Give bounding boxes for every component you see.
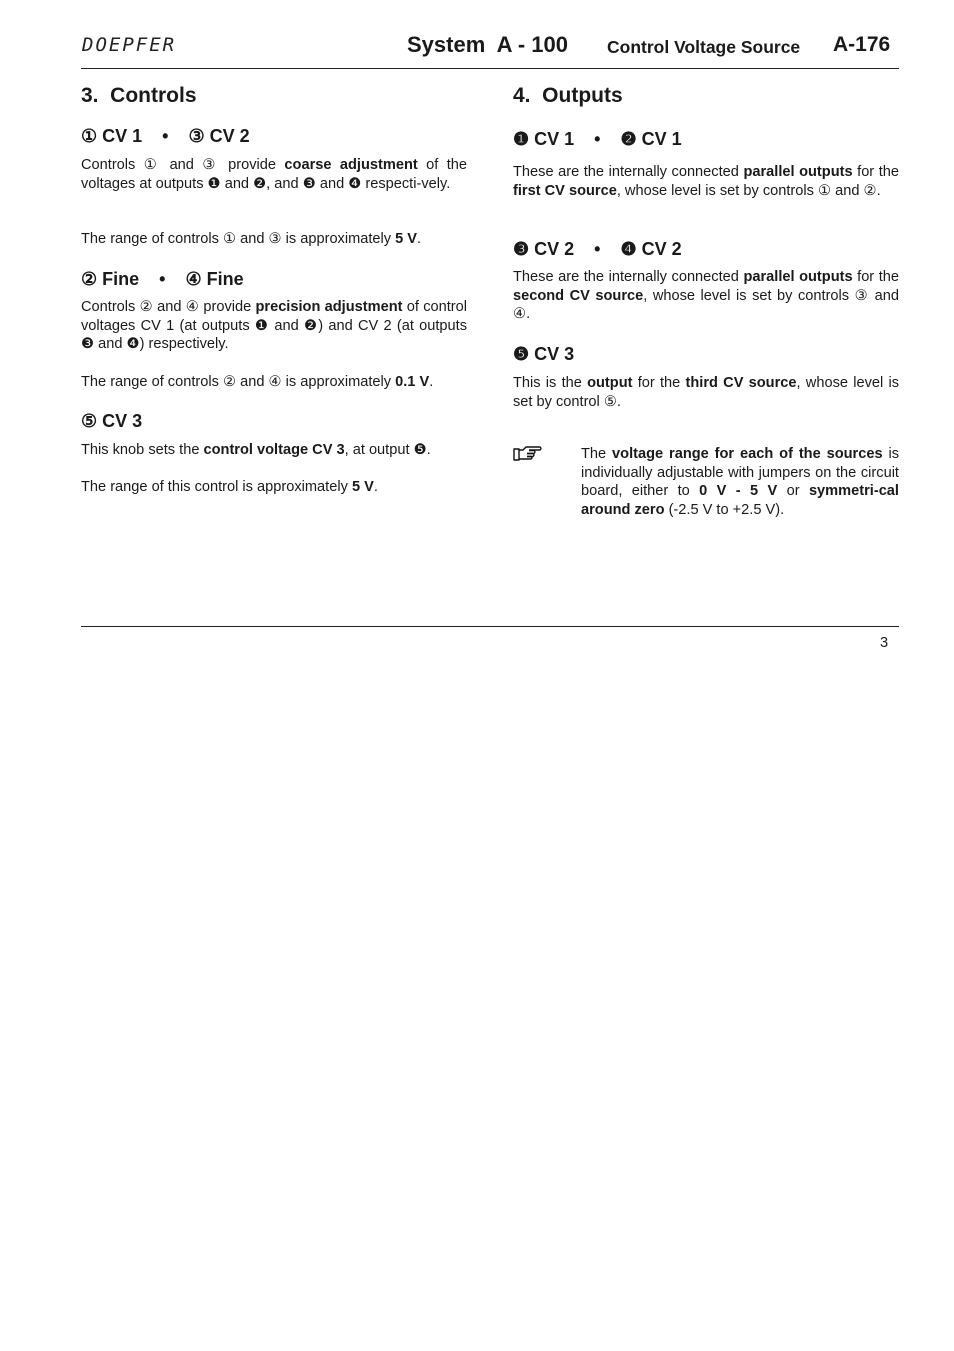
cv3-output-heading: ❺ CV 3 [513,344,575,364]
cv2-outputs-heading: ❸ CV 2 • ❹ CV 2 [513,239,682,259]
cv1-outputs-description: These are the internally connected parallel outputs for the first CV source, whose level is set by controls ① and ②. [513,164,900,199]
doepfer-logo: DOEPFER [82,34,177,56]
page-number: 3 [880,635,889,651]
module-subtitle: Control Voltage Source [607,37,801,57]
module-number: A-176 [833,33,891,56]
fine-description: Controls ② and ④ provide precision adjustment of control voltages CV 1 (at outputs ❶ and ❷) and CV 2 (at outputs ❸ and ❹) respectively. [81,299,467,353]
outputs-heading: 4. Outputs [513,84,623,107]
voltage-range-note: The voltage range for each of the sources is individually adjustable with jumpers on the circuit board, either to 0 V - 5 V or symmetri-cal around zero (-2.5 V to +2.5 V). [581,446,900,518]
header-rule [81,68,899,69]
fine-controls-heading: ② Fine • ④ Fine [81,269,244,289]
cv1-cv2-controls-heading: ① CV 1 • ③ CV 2 [81,126,250,146]
cv2-outputs-description: These are the internally connected parallel outputs for the second CV source, whose level is set by controls ③ and ④. [513,269,900,323]
fine-range: The range of controls ② and ④ is approximately 0.1 V. [81,374,434,390]
cv1-cv2-range: The range of controls ① and ③ is approximately 5 V. [81,231,422,247]
cv1-cv2-description: Controls ① and ③ provide coarse adjustment of the voltages at outputs ❶ and ❷, and ❸ and ❹ respecti-vely. [81,157,467,192]
controls-heading: 3. Controls [81,84,197,107]
footer-rule [81,626,899,627]
cv3-control-heading: ⑤ CV 3 [81,411,143,431]
cv3-description: This knob sets the control voltage CV 3, at output ❺. [81,442,431,458]
system-title: System A - 100 [407,32,569,57]
cv1-outputs-heading: ❶ CV 1 • ❷ CV 1 [513,129,682,149]
cv3-output-description: This is the output for the third CV source, whose level is set by control ⑤. [513,375,899,410]
pointing-hand-icon [513,444,543,464]
cv3-range: The range of this control is approximately 5 V. [81,479,378,495]
